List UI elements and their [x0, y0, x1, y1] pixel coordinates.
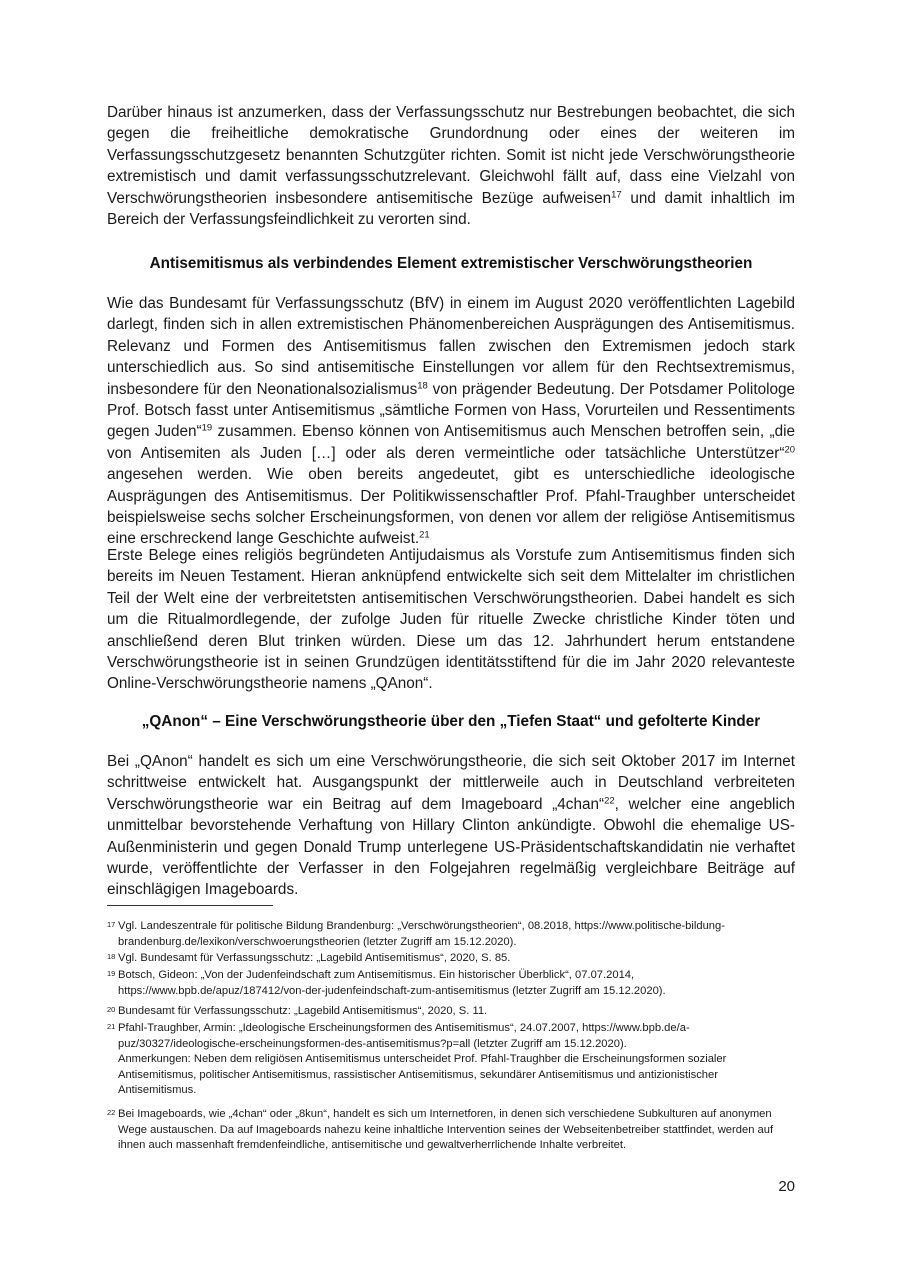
footnote-text: Pfahl-Traughber, Armin: „Ideologische Erscheinungsformen des Antisemitismus“, 24.07.2007, https://www.bpb.de/apuz/30327/ideologische-erscheinungsformen-des-antisemitismus?p=all (letzter Zugriff am 15.12.2020). [118, 1022, 690, 1050]
footnote-number: 20 [107, 1005, 116, 1014]
paragraph-qanon [107, 751, 795, 901]
paragraph-text: Bei „QAnon“ handelt es sich um eine Verschwörungstheorie, die sich seit Oktober 2017 im Internet schrittweise entwickelt hat. Ausgangspunkt der mittlerweile auch in Deutschland verbreiteten Verschwörungstheorie war ein Beitrag auf dem Imageboard „4chan“ [107, 753, 795, 813]
footnote-note: Anmerkungen: Neben dem religiösen Antisemitismus unterscheidet Prof. Pfahl-Traughber die Erscheinungsformen sozialer Antisemitismus, politischer Antisemitismus, rassistischer Antisemitismus, sekundärer Antisemitismus und antizionistischer Antisemitismus. [118, 1053, 727, 1097]
footnote-19 [107, 968, 795, 999]
footnote-17 [107, 919, 795, 950]
footnote-text: Vgl. Bundesamt für Verfassungsschutz: „Lagebild Antisemitismus“, 2020, S. 85. [118, 952, 511, 964]
footnote-20 [107, 1004, 795, 1020]
section-heading-antisemitismus: Antisemitismus als verbindendes Element extremistischer Verschwörungstheorien [149, 255, 753, 272]
footnote-21 [107, 1021, 795, 1099]
footnote-text: Botsch, Gideon: „Von der Judenfeindschaft zum Antisemitismus. Ein historischer Überblick“, 07.07.2014, https://www.bpb.de/apuz/187412/von-der-judenfeindschaft-zum-antisemitismus (letzter Zugriff am 15.12.2020). [118, 969, 666, 997]
footnote-divider [107, 905, 273, 906]
paragraph-verfassungsschutz [107, 102, 795, 230]
paragraph-text: angesehen werden. Wie oben bereits angedeutet, gibt es unterschiedliche ideologische Ausprägungen des Antisemitismus. Der Politikwissenschaftler Prof. Pfahl-Traughber unterscheidet beispielsweise sechs solcher Erscheinungsformen, von denen vor allem der religiöse Antisemitismus eine erschreckend lange Geschichte aufweist. [107, 466, 795, 548]
footnote-reference[interactable]: 18 [417, 379, 428, 391]
section-heading-qanon: „QAnon“ – Eine Verschwörungstheorie über den „Tiefen Staat“ und gefolterte Kinder [141, 713, 761, 730]
footnote-18 [107, 951, 795, 967]
paragraph-bfv-lagebild [107, 293, 795, 550]
footnote-text: Vgl. Landeszentrale für politische Bildung Brandenburg: „Verschwörungstheorien“, 08.2018, https://www.politische-bildung-brandenburg.de/lexikon/verschwoerungstheorien (letzter Zugriff am 15.12.2020). [118, 920, 725, 948]
footnote-reference[interactable]: 21 [419, 529, 430, 541]
footnote-number: 18 [107, 952, 116, 961]
paragraph-text: und damit inhaltlich im Bereich der Verfassungsfeindlichkeit zu verorten sind. [107, 189, 795, 229]
footnote-number: 17 [107, 920, 116, 929]
paragraph-text: Darüber hinaus ist anzumerken, dass der Verfassungsschutz nur Bestrebungen beobachtet, die sich gegen die freiheitliche demokratische Grundordnung oder eines der weiteren im Verfassungsschutzgesetz benannten Schutzgüter richten. Somit ist nicht jede Verschwörungstheorie extremistisch und damit verfassungsschutzrelevant. Gleichwohl fällt auf, dass eine Vielzahl von Verschwörungstheorien insbesondere antisemitische Bezüge aufweisen [107, 104, 795, 207]
footnote-number: 19 [107, 969, 116, 978]
page-number: 20 [778, 1178, 795, 1195]
footnote-text: Bundesamt für Verfassungsschutz: „Lagebild Antisemitismus“, 2020, S. 11. [118, 1005, 488, 1017]
paragraph-text: von prägender Bedeutung. Der Potsdamer Politologe Prof. Botsch fasst unter Antisemitismus „sämtliche Formen von Hass, Vorurteilen und Ressentiments gegen Juden“ [107, 380, 795, 441]
paragraph-text: Wie das Bundesamt für Verfassungsschutz (BfV) in einem im August 2020 veröffentlichten Lagebild darlegt, finden sich in allen extremistischen Phänomenbereichen Ausprägungen des Antisemitismus. Relevanz und Formen des Antisemitismus fallen zwischen den Extremismen jedoch stark unterschiedlich aus. So sind antisemitische Einstellungen vor allem für den Rechtsextremismus, insbesondere für den Neonationalsozialismus [107, 295, 795, 398]
footnote-text: Bei Imageboards, wie „4chan“ oder „8kun“, handelt es sich um Internetforen, in denen sich verschiedene Subkulturen auf anonymen Wege austauschen. Da auf Imageboards nahezu keine inhaltliche Intervention seines der Webseitenbetreiber stattfindet, werden auf ihnen auch massenhaft fremdenfeindliche, antisemitische und gewaltverherrlichende Inhalte verbreitet. [118, 1108, 774, 1152]
paragraph-text: zusammen. Ebenso können von Antisemitismus auch Menschen betroffen sein, „die von Antisemiten als Juden […] oder als deren vermeintliche oder tatsächliche Unterstützer“ [107, 423, 796, 462]
footnote-reference[interactable]: 19 [201, 422, 213, 434]
footnote-number: 21 [107, 1022, 116, 1031]
footnote-reference[interactable]: 22 [604, 795, 615, 807]
footnote-reference[interactable]: 20 [784, 444, 795, 456]
paragraph-antijudaismus: Erste Belege eines religiös begründeten Antijudaismus als Vorstufe zum Antisemitismus finden sich bereits im Neuen Testament. Hieran anknüpfend entwickelte sich seit dem Mittelalter im christlichen Teil der Welt eine der verbreitetsten antisemitischen Verschwörungstheorien. Dabei handelt es sich um die Ritualmordlegende, der zufolge Juden für rituelle Zwecke christliche Kinder töten und anschließend deren Blut trinken würden. Diese um das 12. Jahrhundert herum entstandene Verschwörungstheorie ist in seinen Grundzügen identitätsstiftend für die im Jahr 2020 relevanteste Online-Verschwörungstheorie namens „QAnon“. [107, 547, 795, 693]
paragraph-text: , welcher eine angeblich unmittelbar bevorstehende Verhaftung von Hillary Clinton ankündigte. Obwohl die ehemalige US-Außenministerin und gegen Donald Trump unterlegene US-Präsidentschaftskandidatin nie verhaftet wurde, veröffentlichte der Verfasser in den Folgejahren regelmäßig vergleichbare Beiträge auf einschlägigen Imageboards. [107, 795, 795, 899]
footnote-reference[interactable]: 17 [611, 188, 622, 200]
footnote-22 [107, 1107, 795, 1154]
footnote-number: 22 [107, 1108, 116, 1117]
